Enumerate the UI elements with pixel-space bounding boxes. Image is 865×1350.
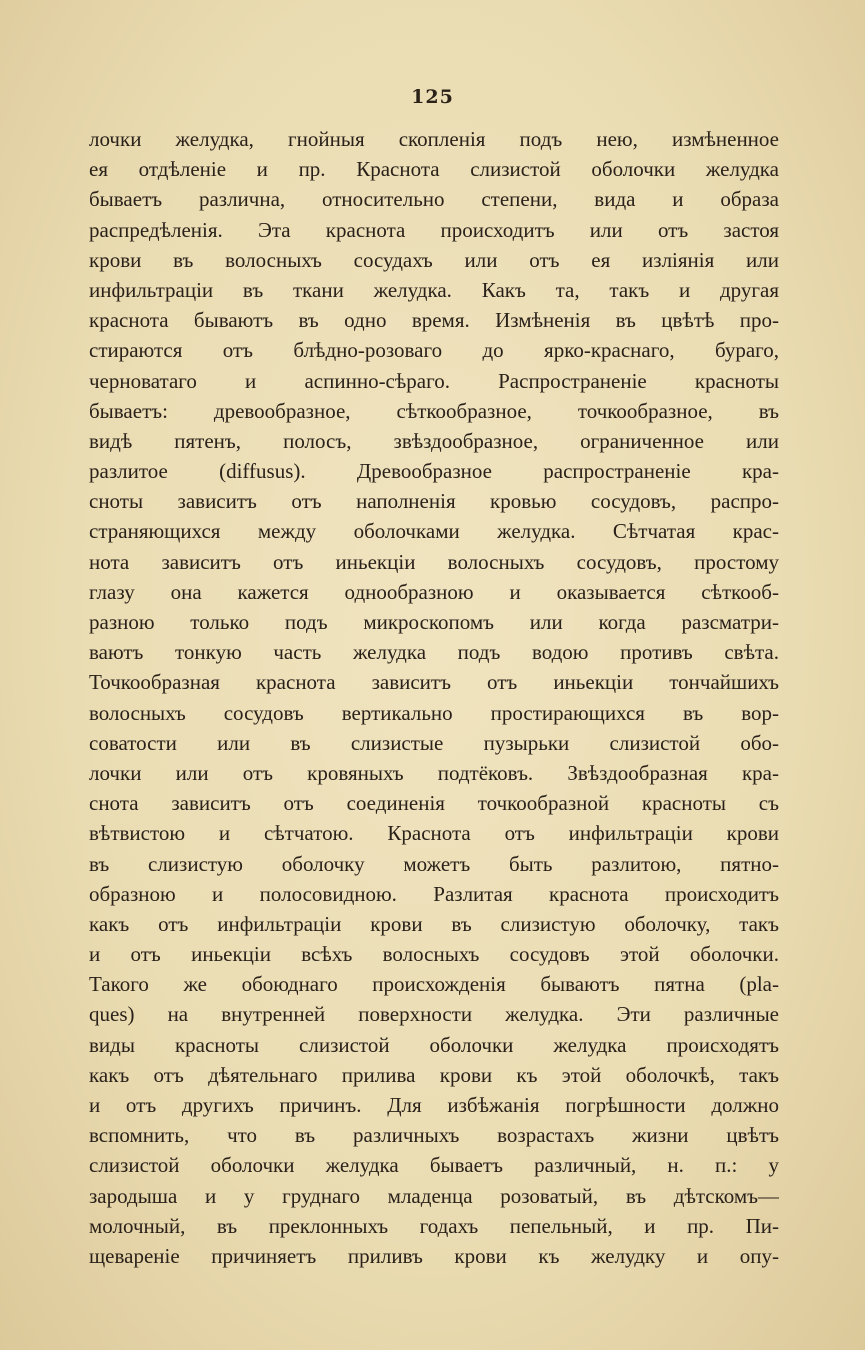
text-line: лочки или отъ кровяныхъ подтёковъ. Звѣздообразная кра- — [89, 760, 779, 785]
text-line: нота зависитъ отъ иньекціи волосныхъ сосудовъ, простому — [89, 549, 779, 574]
page-number: 125 — [411, 86, 454, 108]
body-text — [89, 124, 779, 1271]
text-line: образною и полосовидною. Разлитая краснота происходитъ — [89, 881, 779, 906]
text-line: какъ отъ инфильтраціи крови въ слизистую оболочку, такъ — [89, 911, 779, 936]
text-line: соватости или въ слизистые пузырьки слизистой обо- — [89, 730, 779, 755]
text-line: лочки желудка, гнойныя скопленія подъ нею, измѣненное — [89, 127, 779, 151]
text-line: и отъ иньекціи всѣхъ волосныхъ сосудовъ этой оболочки. — [89, 942, 779, 967]
text-line: глазу она кажется однообразною и оказывается сѣткооб- — [89, 579, 779, 604]
text-line: ваютъ тонкую часть желудка подъ водою противъ свѣта. — [89, 640, 779, 665]
text-line: въ слизистую оболочку можетъ быть разлитою, пятно- — [89, 851, 779, 876]
text-line: волосныхъ сосудовъ вертикально простирающихся въ вор- — [89, 700, 779, 725]
text-line: какъ отъ дѣятельнаго прилива крови къ этой оболочкѣ, такъ — [89, 1062, 779, 1087]
text-line: видѣ пятенъ, полосъ, звѣздообразное, ограниченное или — [89, 428, 779, 453]
text-line: вѣтвистою и сѣтчатою. Краснота отъ инфильтраціи крови — [89, 821, 779, 846]
text-line: сноты зависитъ отъ наполненія кровью сосудовъ, распро- — [89, 489, 779, 514]
text-line: инфильтраціи въ ткани желудка. Какъ та, такъ и другая — [89, 277, 779, 302]
text-line: и отъ другихъ причинъ. Для избѣжанія погрѣшности должно — [89, 1093, 779, 1117]
text-line: молочный, въ преклонныхъ годахъ пепельный, и пр. Пи- — [89, 1213, 779, 1238]
text-line: ques) на внутренней поверхности желудка. Эти различные — [89, 1002, 779, 1027]
text-line: Точкообразная краснота зависитъ отъ иньекціи тончайшихъ — [89, 670, 779, 695]
text-line: стираются отъ блѣдно-розоваго до ярко-краснаго, бураго, — [89, 338, 779, 363]
text-line: бываетъ различна, относительно степени, вида и образа — [89, 187, 779, 212]
text-line: виды красноты слизистой оболочки желудка происходятъ — [89, 1032, 779, 1057]
text-line: бываетъ: древообразное, сѣткообразное, точкообразное, въ — [89, 398, 779, 423]
text-line: распредѣленія. Эта краснота происходитъ или отъ застоя — [89, 217, 779, 242]
text-line: крови въ волосныхъ сосудахъ или отъ ея изліянія или — [89, 247, 779, 272]
text-line: черноватаго и аспинно-сѣраго. Распространеніе красноты — [89, 368, 779, 393]
text-line: щевареніе причиняетъ приливъ крови къ желудку и опу- — [89, 1243, 779, 1268]
text-line: зародыша и у груднаго младенца розоватый, въ дѣтскомъ— — [89, 1183, 779, 1208]
text-line: вспомнить, что въ различныхъ возрастахъ жизни цвѣтъ — [89, 1123, 779, 1148]
text-line: страняющихся между оболочками желудка. Сѣтчатая крас- — [89, 519, 779, 544]
text-line: разною только подъ микроскопомъ или когда разсматри- — [89, 610, 779, 634]
text-line: слизистой оболочки желудка бываетъ различный, н. п.: у — [89, 1153, 779, 1178]
text-line: снота зависитъ отъ соединенія точкообразной красноты съ — [89, 791, 779, 816]
text-line: ея отдѣленіе и пр. Краснота слизистой оболочки желудка — [89, 157, 779, 182]
text-line: Такого же обоюднаго происхожденія бываютъ пятна (pla- — [89, 972, 779, 997]
text-line: краснота бываютъ въ одно время. Измѣненія въ цвѣтѣ про- — [89, 308, 779, 333]
text-line: разлитое (diffusus). Древообразное распространеніе кра- — [89, 459, 779, 484]
